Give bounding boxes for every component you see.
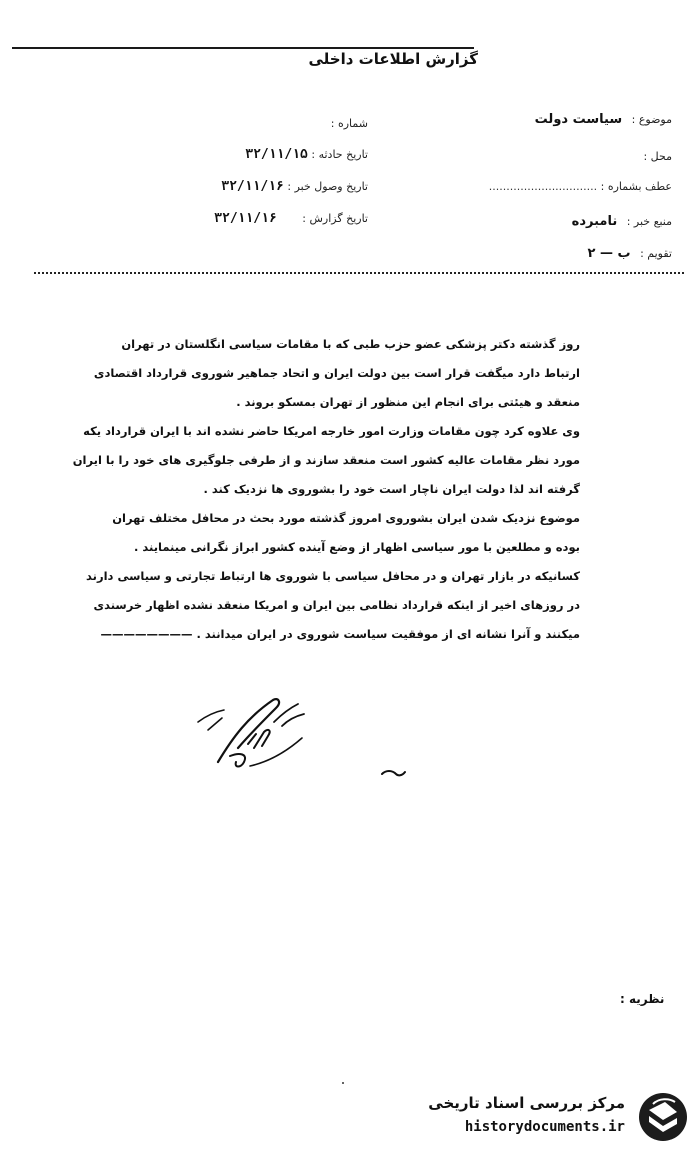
speck xyxy=(342,1082,344,1084)
opinion-label: نظریه : xyxy=(620,992,665,1006)
body-line: میکنند و آنرا نشانه ای از موفقیت سیاست شوروی در ایران میدانند . ———————— xyxy=(100,627,580,641)
ref-field xyxy=(489,180,672,193)
source-label: منبع خبر : xyxy=(626,215,672,228)
event-date-label: تاریخ حادثه : xyxy=(311,148,368,161)
title-rule xyxy=(12,47,474,49)
body-line: گرفته اند لذا دولت ایران ناچار است خود را بشوروی ها نزدیک کند . xyxy=(203,482,580,496)
rating-field xyxy=(588,246,672,261)
report-date-value: ۳۲/۱۱/۱۶ xyxy=(214,211,277,226)
handwritten-signature xyxy=(178,682,318,777)
report-body xyxy=(30,330,580,649)
body-line: روز گذشته دکتر پزشکی عضو حزب طبی که با مقامات سیاسی انگلستان در تهران xyxy=(121,337,580,351)
received-date-value: ۳۲/۱۱/۱۶ xyxy=(221,179,284,194)
ref-value: ............................... xyxy=(488,180,598,193)
subject-value: سیاست دولت xyxy=(534,112,623,127)
rating-value: ب — ۲ xyxy=(587,246,631,261)
ref-label: عطف بشماره : xyxy=(600,180,672,193)
subject-field xyxy=(535,112,672,127)
source-value: نامبرده xyxy=(571,214,618,229)
body-line: وی علاوه کرد چون مقامات وزارت امور خارجه امریکا حاضر نشده اند با ایران قرارداد یکه xyxy=(83,424,580,438)
event-date-value: ۳۲/۱۱/۱۵ xyxy=(245,147,308,162)
archive-watermark xyxy=(408,1088,693,1146)
source-field xyxy=(572,214,672,229)
subject-label: موضوع : xyxy=(631,113,672,126)
report-title: گزارش اطلاعات داخلی xyxy=(308,50,478,68)
body-line: ارتباط دارد میگفت قرار است بین دولت ایران و اتحاد جماهیر شوروی قرارداد اقتصادی xyxy=(93,366,580,380)
report-date-field xyxy=(214,211,368,226)
body-line: در روزهای اخیر از اینکه قرارداد نظامی بین ایران و امریکا منعقد نشده اظهار خرسندی xyxy=(93,598,580,612)
event-date-field xyxy=(245,147,368,162)
number-field xyxy=(331,117,368,130)
hand-mark xyxy=(378,762,408,782)
body-line: مورد نظر مقامات عالیه کشور است منعقد سازند و از طرفی جلوگیری های خود را با ایران xyxy=(72,453,580,467)
place-field xyxy=(643,150,672,163)
archive-name: مرکز بررسی اسناد تاریخی xyxy=(428,1094,625,1112)
received-date-field xyxy=(221,179,368,194)
number-label: شماره : xyxy=(330,117,368,130)
body-line: کسانیکه در بازار تهران و در محافل سیاسی با شوروی ها ارتباط تجارتی و سیاسی دارند xyxy=(86,569,580,583)
body-line: بوده و مطلعین با مور سیاسی اظهار از وضع آینده کشور ابراز نگرانی مینمایند . xyxy=(133,540,580,554)
received-date-label: تاریخ وصول خبر : xyxy=(287,180,368,193)
rating-label: تقویم : xyxy=(640,247,672,260)
archive-logo-icon xyxy=(635,1090,691,1144)
section-divider xyxy=(34,272,684,274)
report-date-label: تاریخ گزارش : xyxy=(302,212,368,225)
place-label: محل : xyxy=(643,150,672,163)
body-line: منعقد و هیئتی برای انجام این منظور از تهران بمسکو بروند . xyxy=(236,395,580,409)
archive-url: historydocuments.ir xyxy=(464,1119,625,1135)
body-line: موضوع نزدیک شدن ایران بشوروی امروز گذشته مورد بحث در محافل مختلف تهران xyxy=(112,511,580,525)
